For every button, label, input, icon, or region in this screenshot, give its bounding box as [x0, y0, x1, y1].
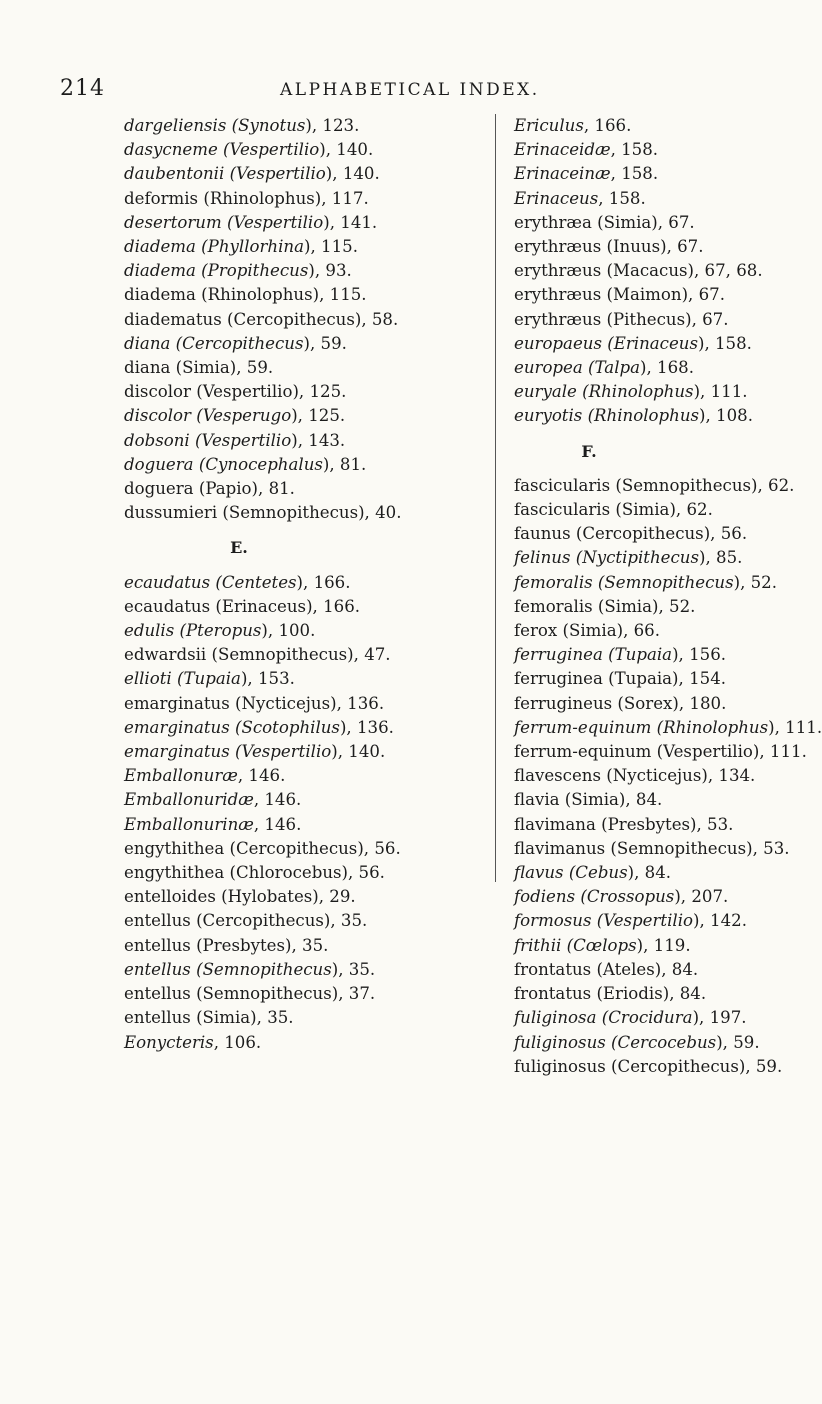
entry-text: euryale ( — [514, 382, 589, 402]
entry-text: dussumieri (Semnopithecus), 40. — [124, 503, 402, 523]
entry-text: Cercocebus — [617, 1032, 717, 1052]
entry-text: ), 136. — [339, 717, 394, 737]
entry-text: dargeliensis ( — [124, 116, 239, 135]
index-entry — [124, 380, 484, 404]
entry-text: frontatus (Ateles), 84. — [514, 959, 699, 979]
entry-text: ), 52. — [733, 572, 778, 592]
entry-text: diana (Simia), 59. — [124, 358, 274, 378]
entry-text: ), 141. — [323, 212, 378, 232]
entry-text: Propithecus — [207, 261, 309, 281]
entry-text: diadema ( — [124, 237, 208, 257]
entry-text: Cebus — [575, 863, 628, 883]
index-entry — [124, 885, 484, 909]
entry-text: ), 81. — [322, 454, 367, 474]
entry-text: Centetes — [221, 572, 297, 592]
entry-text: Emballonuridæ — [124, 790, 254, 810]
entry-text: ), 142. — [693, 911, 747, 931]
entry-text: diana ( — [124, 333, 183, 353]
index-entry — [514, 909, 814, 933]
entry-text: femoralis ( — [514, 572, 605, 592]
entry-text: ), 197. — [692, 1008, 747, 1028]
entry-text: Cercopithecus — [182, 333, 304, 353]
index-entry — [124, 571, 484, 595]
entry-text: Semnopithecus — [202, 959, 332, 979]
entry-text: ferruginea ( — [514, 645, 615, 665]
index-entry — [514, 380, 814, 404]
index-entry — [514, 522, 814, 546]
entry-text: Erinaceinæ — [514, 164, 611, 184]
entry-text: europaeus ( — [514, 333, 614, 353]
index-entry — [124, 162, 484, 186]
entry-text: ), 158. — [697, 333, 752, 353]
entry-text: entellus (Presbytes), 35. — [124, 935, 329, 955]
entry-text: Cynocephalus — [205, 454, 323, 474]
index-entry — [514, 1031, 814, 1055]
index-entry — [514, 813, 814, 837]
index-entry — [514, 283, 814, 307]
entry-text: Tupaia — [614, 645, 673, 665]
entry-text: frithii ( — [514, 935, 574, 955]
entry-text: dobsoni ( — [124, 430, 202, 450]
entry-text: Cœlops — [573, 935, 637, 955]
entry-text: , 146. — [253, 790, 302, 810]
entry-text: ), 111. — [693, 382, 748, 402]
index-entry — [514, 187, 814, 211]
entry-text: ellioti ( — [124, 669, 184, 689]
entry-text: ferrum-equinum (Vespertilio), 111. — [514, 742, 807, 762]
index-entry — [514, 138, 814, 162]
index-entry — [124, 595, 484, 619]
index-entry — [124, 958, 484, 982]
index-entry — [124, 837, 484, 861]
entry-text: ), 59. — [303, 333, 347, 353]
entry-text: ferrugineus (Sorex), 180. — [514, 693, 727, 713]
index-column-right — [495, 114, 822, 1076]
index-entry — [514, 764, 814, 788]
entry-text: Vespertilio — [236, 164, 326, 184]
page-number: 214 — [60, 76, 105, 101]
entry-text: , 158. — [598, 188, 646, 208]
entry-text: entellus (Semnopithecus), 37. — [124, 984, 376, 1004]
entry-text: ), 123. — [305, 116, 360, 135]
index-entry — [124, 764, 484, 788]
index-entry — [514, 716, 822, 740]
entry-text: desertorum ( — [124, 212, 234, 232]
entry-text: erythræus (Macacus), 67, 68. — [514, 261, 763, 281]
entry-text: ), 85. — [698, 548, 743, 568]
entry-text: entellus (Simia), 35. — [124, 1008, 294, 1028]
entry-text: flavia (Simia), 84. — [514, 790, 663, 810]
index-entry — [514, 643, 814, 667]
entry-text: discolor ( — [124, 406, 203, 426]
entry-text: Semnopithecus — [604, 572, 734, 592]
index-entry — [124, 477, 484, 501]
entry-text: ), 166. — [296, 572, 351, 592]
entry-text: , 146. — [237, 766, 286, 786]
index-entry — [514, 692, 814, 716]
index-entry — [124, 1031, 484, 1055]
entry-text: Emballonurinæ — [124, 814, 254, 834]
entry-text: emarginatus (Nycticejus), 136. — [124, 693, 385, 713]
index-entry — [124, 211, 484, 235]
entry-text: , 106. — [213, 1032, 262, 1052]
entry-text: flavescens (Nycticejus), 134. — [514, 766, 756, 786]
index-entry — [514, 162, 814, 186]
entry-text: ), 140. — [331, 742, 386, 762]
index-entry — [124, 429, 484, 453]
index-entry — [124, 501, 484, 525]
index-entry — [124, 283, 484, 307]
index-entry — [124, 982, 484, 1006]
index-entry — [514, 211, 814, 235]
entry-text: Rhinolophus — [588, 382, 694, 402]
index-entry — [514, 619, 814, 643]
index-entry — [124, 813, 484, 837]
entry-text: , 166. — [583, 116, 632, 135]
index-entry — [514, 498, 814, 522]
entry-text: fascicularis (Semnopithecus), 62. — [514, 475, 795, 495]
entry-text: engythithea (Cercopithecus), 56. — [124, 838, 401, 858]
index-entry — [514, 332, 814, 356]
entry-text: Vespertilio — [603, 911, 694, 931]
entry-text: flavimana (Presbytes), 53. — [514, 814, 734, 834]
entry-text: Nyctipithecus — [582, 548, 699, 568]
index-entry — [514, 934, 814, 958]
index-entry — [124, 934, 484, 958]
entry-text: ), 108. — [699, 406, 754, 426]
index-entry — [124, 187, 484, 211]
index-entry — [514, 788, 814, 812]
entry-text: ), 93. — [308, 261, 352, 281]
index-entry — [124, 619, 484, 643]
entry-text: erythræus (Maimon), 67. — [514, 285, 725, 305]
index-entry — [514, 404, 814, 428]
entry-text: ), 115. — [304, 237, 358, 257]
entry-text: ), 143. — [291, 430, 346, 450]
entry-text: fascicularis (Simia), 62. — [514, 500, 713, 520]
index-entry — [514, 740, 814, 764]
entry-text: deformis (Rhinolophus), 117. — [124, 188, 369, 208]
entry-text: , 158. — [610, 164, 659, 184]
index-entry — [124, 404, 484, 428]
entry-text: Vespertilio — [229, 140, 320, 160]
entry-text: ), 125. — [291, 406, 346, 426]
entry-text: Crossopus — [586, 887, 675, 907]
entry-text: Emballonuræ — [124, 766, 238, 786]
index-entry — [124, 332, 484, 356]
entry-text: Tupaia — [183, 669, 241, 689]
entry-text: formosus ( — [514, 911, 604, 931]
entry-text: ), 35. — [331, 959, 376, 979]
entry-text: Phyllorhina — [207, 237, 304, 257]
entry-text: fodiens ( — [514, 887, 587, 907]
entry-text: erythræus (Pithecus), 67. — [514, 309, 729, 329]
index-entry — [124, 453, 484, 477]
entry-text: ecaudatus ( — [124, 572, 222, 592]
entry-text: frontatus (Eriodis), 84. — [514, 984, 707, 1004]
entry-text: fuliginosus (Cercopithecus), 59. — [514, 1056, 783, 1076]
entry-text: flavimanus (Semnopithecus), 53. — [514, 838, 790, 858]
entry-text: Eonycteris — [124, 1032, 214, 1052]
entry-text: ferox (Simia), 66. — [514, 621, 661, 641]
entry-text: entellus (Cercopithecus), 35. — [124, 911, 368, 931]
entry-text: ), 153. — [240, 669, 295, 689]
entry-text: diadema (Rhinolophus), 115. — [124, 285, 367, 305]
entry-text: ferrum-equinum ( — [514, 717, 664, 737]
index-entry — [124, 788, 484, 812]
entry-text: flavus ( — [514, 863, 576, 883]
entry-text: ), 168. — [640, 358, 694, 378]
entry-text: diadematus (Cercopithecus), 58. — [124, 309, 399, 329]
entry-text: emarginatus ( — [124, 742, 242, 762]
index-entry — [514, 235, 814, 259]
index-entry — [124, 1006, 484, 1030]
index-entry — [514, 595, 814, 619]
entry-text: doguera ( — [124, 454, 206, 474]
entry-text: europea ( — [514, 358, 595, 378]
index-entry — [514, 356, 814, 380]
entry-text: , 146. — [253, 814, 302, 834]
entry-text: Vespertilio — [241, 742, 332, 762]
entry-text: Synotus — [238, 116, 306, 135]
index-entry — [124, 356, 484, 380]
entry-text: entellus ( — [124, 959, 203, 979]
entry-text: ), 119. — [636, 935, 691, 955]
entry-text: fuliginosa ( — [514, 1008, 609, 1028]
entry-text: Ericulus — [514, 116, 584, 135]
index-entry — [514, 958, 814, 982]
section-letter: F. — [581, 441, 597, 461]
entry-text: Scotophilus — [241, 717, 340, 737]
entry-text: Talpa — [594, 358, 641, 378]
entry-text: , 158. — [610, 140, 659, 160]
entry-text: entelloides (Hylobates), 29. — [124, 887, 356, 907]
index-entry — [124, 909, 484, 933]
entry-text: ), 207. — [674, 887, 729, 907]
entry-text: ), 140. — [319, 140, 374, 160]
entry-text: daubentonii ( — [124, 164, 237, 184]
entry-text: Crocidura — [608, 1008, 693, 1028]
index-entry — [124, 138, 484, 162]
index-entry — [514, 1055, 814, 1079]
entry-text: Vesperugo — [202, 406, 292, 426]
entry-text: ), 59. — [716, 1032, 760, 1052]
index-entry — [124, 861, 484, 885]
entry-text: fuliginosus ( — [514, 1032, 618, 1052]
entry-text: Vespertilio — [233, 212, 324, 232]
index-entry — [124, 643, 484, 667]
entry-text: felinus ( — [514, 548, 583, 568]
entry-text: erythræus (Inuus), 67. — [514, 237, 704, 257]
entry-text: diadema ( — [124, 261, 208, 281]
entry-text: euryotis ( — [514, 406, 595, 426]
entry-text: ), 100. — [261, 621, 316, 641]
index-entry — [514, 308, 814, 332]
entry-text: edulis ( — [124, 621, 187, 641]
index-column-left — [124, 114, 484, 1055]
entry-text: Erinaceus — [514, 188, 599, 208]
index-entry — [124, 740, 484, 764]
section-letter: E. — [230, 538, 248, 558]
entry-text: Erinaceus — [613, 333, 698, 353]
entry-text: femoralis (Simia), 52. — [514, 596, 696, 616]
index-entry — [514, 259, 814, 283]
entry-text: ), 156. — [672, 645, 727, 665]
index-entry — [124, 308, 484, 332]
entry-text: ), 111. — [768, 717, 822, 737]
entry-text: erythræa (Simia), 67. — [514, 212, 695, 232]
entry-text: ), 140. — [325, 164, 380, 184]
index-entry — [124, 259, 484, 283]
entry-text: Rhinolophus — [594, 406, 700, 426]
index-entry — [514, 114, 814, 138]
entry-text: Pteropus — [186, 621, 262, 641]
index-entry — [514, 474, 814, 498]
running-title: ALPHABETICAL INDEX. — [280, 80, 540, 100]
entry-text: ), 84. — [627, 863, 672, 883]
index-entry — [514, 571, 814, 595]
index-entry — [124, 114, 484, 138]
entry-text: Rhinolophus — [663, 717, 769, 737]
entry-text: dasycneme ( — [124, 140, 230, 160]
index-entry — [514, 837, 814, 861]
index-entry — [514, 667, 814, 691]
page-header — [0, 76, 801, 106]
index-entry — [514, 885, 814, 909]
index-entry — [514, 982, 814, 1006]
entry-text: discolor (Vespertilio), 125. — [124, 382, 347, 402]
entry-text: engythithea (Chlorocebus), 56. — [124, 863, 385, 883]
index-entry — [124, 692, 484, 716]
index-entry — [124, 235, 484, 259]
entry-text: Erinaceidæ — [514, 140, 611, 160]
entry-text: emarginatus ( — [124, 717, 242, 737]
entry-text: doguera (Papio), 81. — [124, 479, 295, 499]
index-entry — [124, 667, 484, 691]
entry-text: ecaudatus (Erinaceus), 166. — [124, 596, 361, 616]
index-entry — [514, 546, 814, 570]
index-entry — [514, 1006, 814, 1030]
index-entry — [514, 861, 814, 885]
entry-text: ferruginea (Tupaia), 154. — [514, 669, 727, 689]
entry-text: Vespertilio — [201, 430, 292, 450]
entry-text: faunus (Cercopithecus), 56. — [514, 524, 748, 544]
entry-text: edwardsii (Semnopithecus), 47. — [124, 645, 391, 665]
index-entry — [124, 716, 484, 740]
